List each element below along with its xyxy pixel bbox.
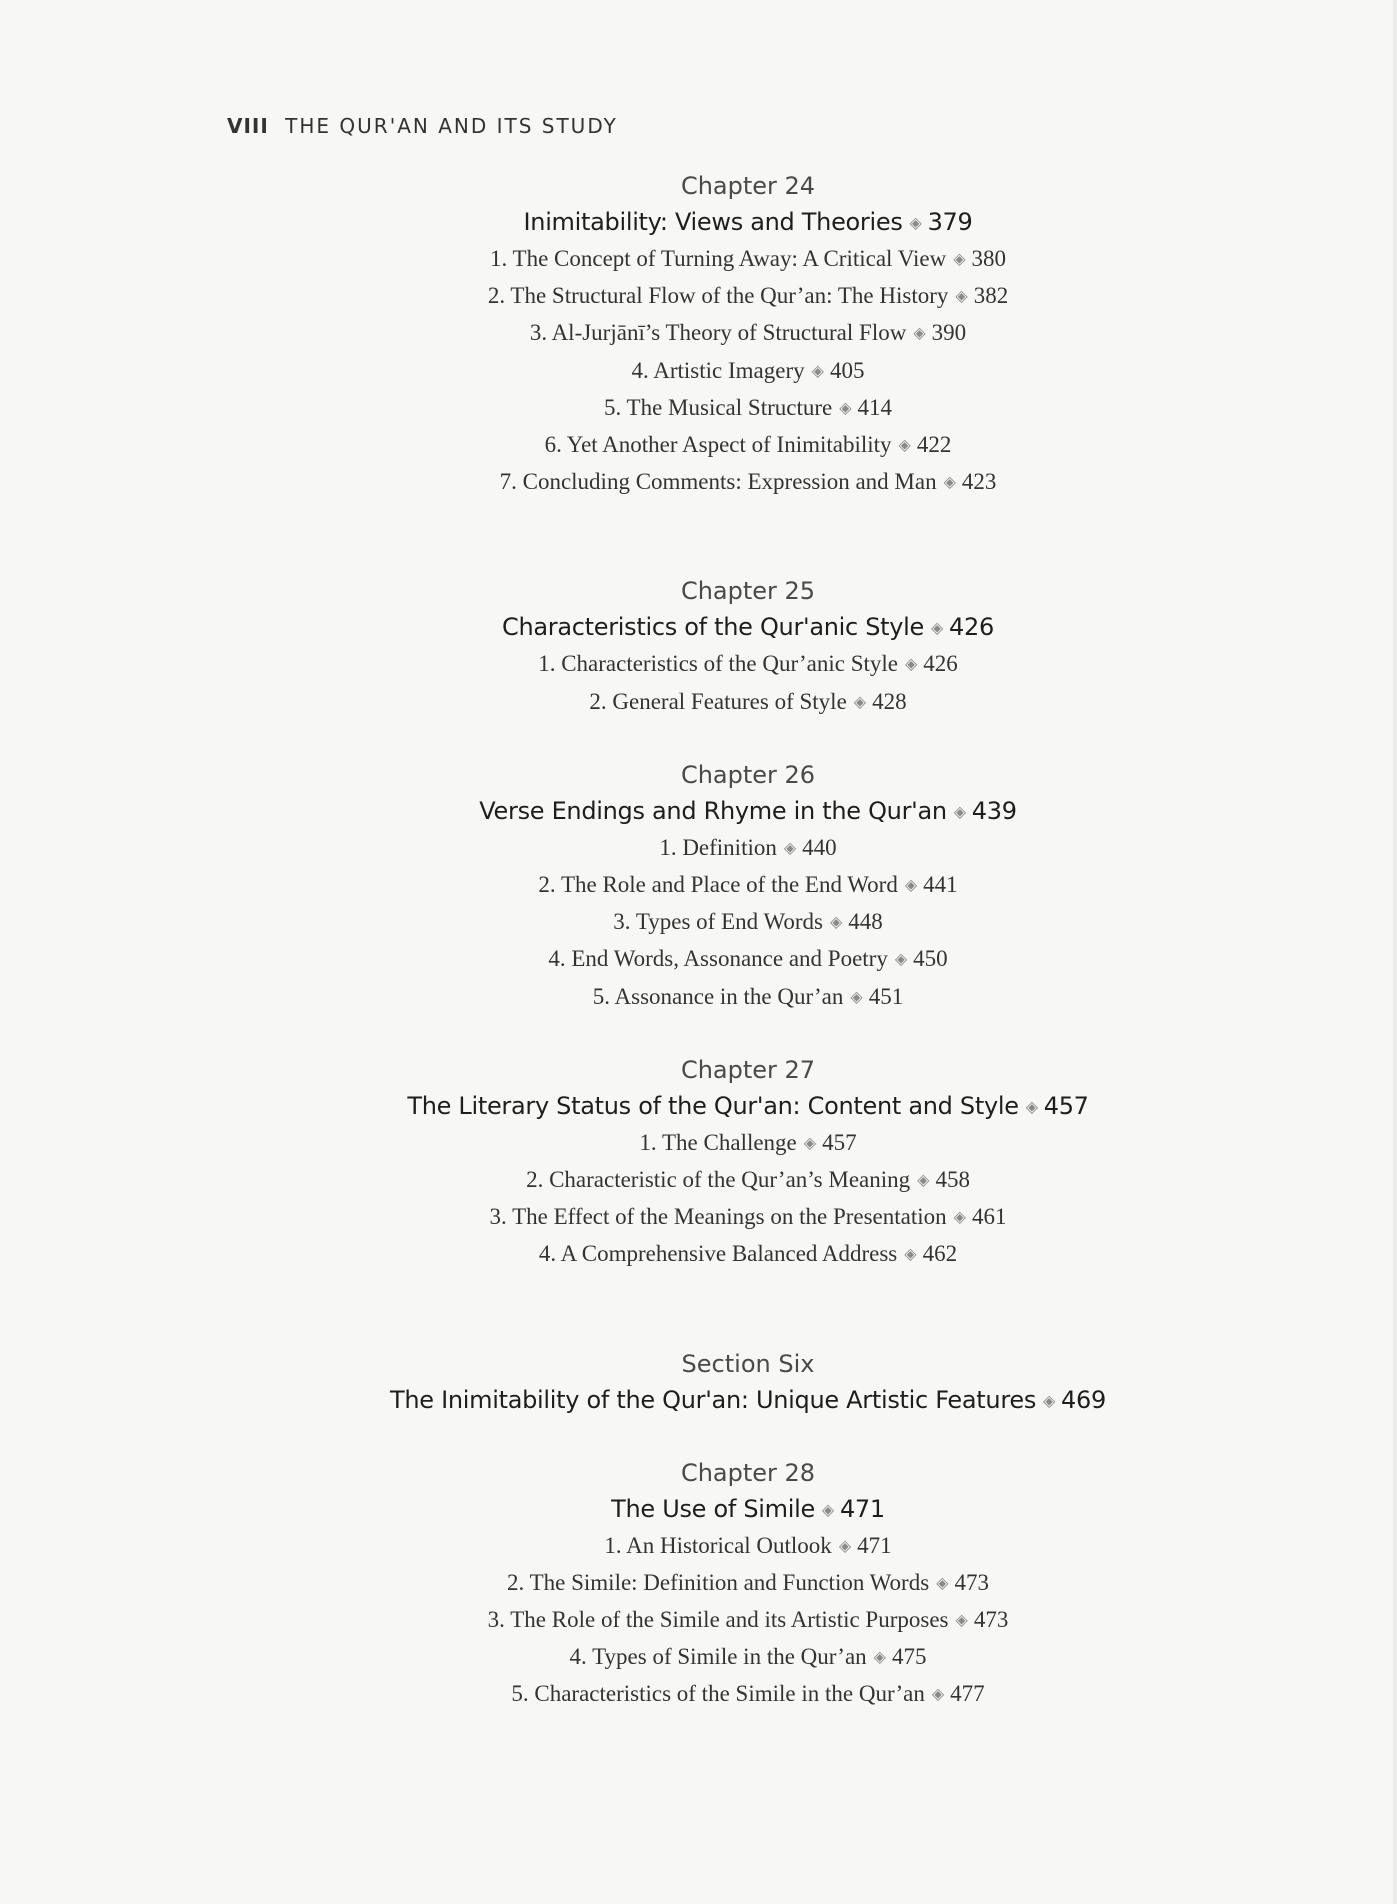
toc-entry[interactable] [0,1199,1397,1236]
page-number: 382 [973,283,1009,309]
entry-text: 1. Definition [659,834,777,860]
page-number: 473 [973,1607,1009,1633]
diamond-ornament-icon: ◈ [829,914,843,932]
chapter-title[interactable] [0,1088,1397,1125]
diamond-ornament-icon: ◈ [850,988,863,1006]
section-title-text: The Inimitability of the Qur'an: Unique Artistic Features [390,1385,1037,1414]
entry-text: 2. The Role and Place of the End Word [538,872,898,898]
entry-text: 3. Types of End Words [613,909,823,935]
diamond-ornament-icon: ◈ [953,801,966,821]
page-number: 422 [916,432,952,458]
toc-entry[interactable] [0,1528,1397,1565]
diamond-ornament-icon: ◈ [783,839,797,857]
diamond-ornament-icon: ◈ [955,1612,968,1630]
entry-text: 3. The Effect of the Meanings on the Presentation [489,1204,947,1230]
spacer [0,1419,1397,1455]
spacer [0,721,1397,757]
page-number: 461 [971,1204,1007,1230]
chapter-title-text: The Use of Simile [611,1494,815,1523]
diamond-ornament-icon: ◈ [873,1649,886,1667]
page-number: 457 [1043,1091,1089,1120]
chapter-label: Chapter 28 [680,1458,816,1487]
diamond-ornament-icon: ◈ [839,399,852,417]
page-number: 457 [822,1129,857,1155]
chapter-27-block [0,1052,1397,1274]
diamond-ornament-icon: ◈ [904,656,918,674]
section-title[interactable] [0,1382,1397,1419]
chapter-title-text: Inimitability: Views and Theories [523,208,903,236]
chapter-label: Chapter 27 [680,1055,816,1084]
diamond-ornament-icon: ◈ [931,1686,945,1704]
entry-text: 4. Types of Simile in the Qur’an [569,1644,867,1670]
page-number: 477 [950,1681,985,1707]
page-folio: VIII [227,114,269,138]
entry-text: 1. Characteristics of the Qur’anic Style [538,651,898,677]
entry-text: 2. General Features of Style [589,688,847,714]
entry-text: 2. The Structural Flow of the Qur’an: The History [487,283,949,309]
chapter-title[interactable] [0,609,1397,646]
chapter-title[interactable] [0,1491,1397,1528]
page-number: 473 [954,1569,989,1595]
diamond-ornament-icon: ◈ [838,1537,852,1555]
page-number: 426 [949,613,994,642]
toc-entry[interactable] [0,830,1397,867]
entry-text: 4. A Comprehensive Balanced Address [538,1241,898,1267]
spacer [0,1016,1397,1052]
page-number: 462 [922,1241,958,1267]
toc-entry[interactable] [0,278,1397,315]
diamond-ornament-icon: ◈ [943,474,956,492]
diamond-ornament-icon: ◈ [931,618,944,638]
entry-text: 2. The Simile: Definition and Function Words [507,1569,930,1595]
diamond-ornament-icon: ◈ [909,213,922,232]
diamond-ornament-icon: ◈ [955,288,968,306]
toc-entry[interactable] [0,1602,1397,1639]
page-number: 379 [927,208,973,236]
toc-entry[interactable] [0,427,1397,464]
diamond-ornament-icon: ◈ [953,1209,966,1227]
page-number: 428 [872,688,907,714]
diamond-ornament-icon: ◈ [811,362,824,380]
section-six-block [0,1346,1397,1419]
toc-entry[interactable] [0,315,1397,352]
entry-text: 2. Characteristic of the Qur’an’s Meaning [526,1167,911,1193]
page-number: 423 [961,469,997,495]
diamond-ornament-icon: ◈ [904,1246,917,1264]
page-number: 475 [891,1644,927,1670]
page-number: 469 [1061,1385,1106,1414]
diamond-ornament-icon: ◈ [936,1574,949,1592]
diamond-ornament-icon: ◈ [917,1172,930,1190]
chapter-label: Chapter 24 [680,172,816,200]
entry-text: 7. Concluding Comments: Expression and Man [499,469,937,495]
page-number: 471 [857,1532,892,1558]
diamond-ornament-icon: ◈ [821,1499,834,1519]
entry-text: 5. Assonance in the Qur’an [592,983,844,1009]
page-number: 471 [839,1494,885,1523]
entry-text: 5. The Musical Structure [603,394,833,420]
entry-text: 3. The Role of the Simile and its Artistic Purposes [487,1607,949,1633]
diamond-ornament-icon: ◈ [853,693,867,711]
toc-entry[interactable] [0,1236,1397,1273]
page-edge-shadow [1393,0,1397,1904]
page-number: 440 [802,834,837,860]
page-number: 439 [971,796,1017,825]
page-number: 414 [857,394,893,420]
page-number: 380 [971,246,1007,271]
toc-entry[interactable] [0,353,1397,390]
running-head [227,114,618,138]
chapter-title-text: Characteristics of the Qur'anic Style [502,613,925,642]
running-head-title: THE QUR'AN AND ITS STUDY [285,114,618,138]
entry-text: 5. Characteristics of the Simile in the Qur’an [511,1681,925,1707]
diamond-ornament-icon: ◈ [898,437,911,455]
chapter-title[interactable] [0,204,1397,241]
page-number: 451 [868,983,904,1009]
toc-entry[interactable] [0,390,1397,427]
page-number: 405 [829,357,865,383]
toc-entry[interactable] [0,1125,1397,1162]
page-number: 426 [923,651,958,677]
entry-text: 3. Al-Jurjānī’s Theory of Structural Flow [529,320,907,346]
spacer [0,1274,1397,1346]
diamond-ornament-icon: ◈ [913,325,926,343]
section-label: Section Six [681,1349,815,1378]
toc-entry[interactable] [0,464,1397,501]
toc-entry[interactable] [0,979,1397,1016]
chapter-title[interactable] [0,793,1397,830]
chapter-title-text: The Literary Status of the Qur'an: Content and Style [407,1091,1019,1120]
diamond-ornament-icon: ◈ [1025,1096,1038,1116]
page-number: 448 [848,909,883,935]
table-of-contents [0,168,1397,1714]
diamond-ornament-icon: ◈ [953,251,966,268]
diamond-ornament-icon: ◈ [1043,1390,1056,1410]
diamond-ornament-icon: ◈ [803,1134,817,1152]
entry-text: 1. The Challenge [639,1129,797,1155]
diamond-ornament-icon: ◈ [894,951,908,969]
chapter-26-block [0,757,1397,1016]
diamond-ornament-icon: ◈ [904,877,918,895]
spacer [0,501,1397,573]
entry-text: 1. The Concept of Turning Away: A Critical View [489,246,947,271]
chapter-28-block [0,1455,1397,1714]
page-number: 450 [913,946,948,972]
entry-text: 4. Artistic Imagery [631,357,805,383]
toc-entry[interactable] [0,867,1397,904]
entry-text: 4. End Words, Assonance and Poetry [548,946,888,972]
entry-text: 1. An Historical Outlook [604,1532,832,1558]
toc-entry[interactable] [0,1639,1397,1676]
chapter-label: Chapter 25 [680,577,816,606]
page-number: 458 [935,1167,970,1193]
toc-entry[interactable] [0,684,1397,721]
toc-entry[interactable] [0,1162,1397,1199]
toc-entry[interactable] [0,941,1397,978]
chapter-title-text: Verse Endings and Rhyme in the Qur'an [479,796,947,825]
page-number: 390 [931,320,967,346]
toc-entry[interactable] [0,1565,1397,1602]
entry-text: 6. Yet Another Aspect of Inimitability [544,432,892,458]
toc-entry[interactable] [0,646,1397,683]
chapter-25-block [0,573,1397,720]
toc-entry[interactable] [0,1676,1397,1713]
chapter-24-block [0,168,1397,501]
chapter-label: Chapter 26 [680,760,816,789]
toc-entry[interactable] [0,904,1397,941]
toc-entry[interactable] [0,241,1397,278]
page-number: 441 [923,872,958,898]
